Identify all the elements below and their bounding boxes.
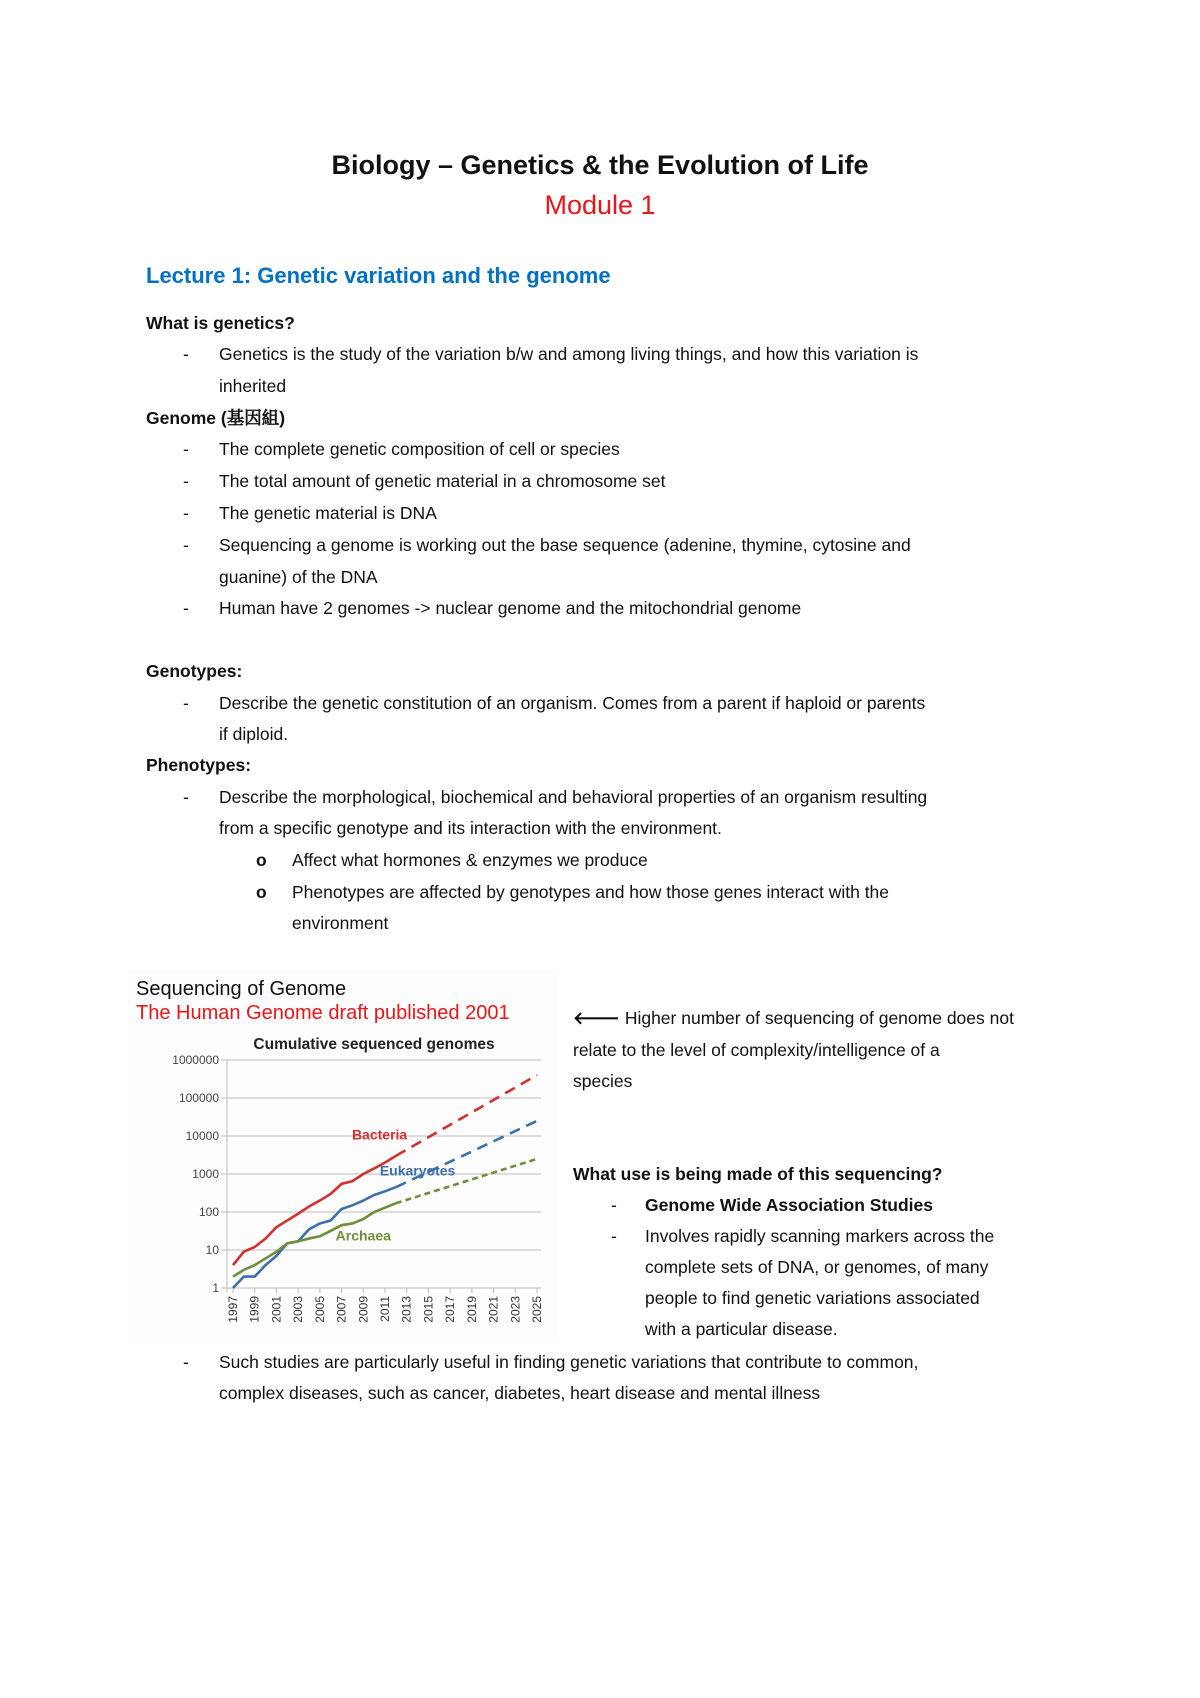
x-tick-label: 2015 (421, 1296, 436, 1323)
lecture-heading: Lecture 1: Genetic variation and the genome (146, 263, 611, 288)
bullet-dash: - (183, 439, 189, 459)
text-line: inherited (219, 376, 287, 396)
text-line: Genetics is the study of the variation b/w and among living things, and how this variation is (219, 344, 919, 364)
bullet-dash: - (611, 1195, 617, 1215)
bullet-dash: - (183, 471, 189, 491)
bullet-dash: - (183, 344, 189, 364)
text-line: people to find genetic variations associated (645, 1288, 980, 1308)
text-line: Genome Wide Association Studies (645, 1195, 933, 1215)
x-tick-label: 1997 (226, 1296, 240, 1323)
x-tick-label: 2019 (464, 1296, 479, 1323)
text-line: Describe the genetic constitution of an organism. Comes from a parent if haploid or parents (219, 693, 926, 713)
x-tick-label: 2003 (291, 1296, 306, 1323)
bullet-dash: - (183, 787, 189, 807)
bullet-dash: - (183, 503, 189, 523)
y-tick-label: 100 (198, 1205, 219, 1219)
text-line: Such studies are particularly useful in finding genetic variations that contribute to common, (219, 1352, 919, 1372)
text-line (573, 1007, 1014, 1029)
bullet-dash: - (183, 598, 189, 618)
x-tick-label: 2007 (334, 1296, 349, 1323)
bullet-sub: o (256, 882, 267, 902)
text-line: The genetic material is DNA (219, 503, 437, 523)
document-title: Biology – Genetics & the Evolution of Life (331, 150, 869, 180)
series-label-bacteria: Bacteria (351, 1126, 408, 1143)
y-tick-label: 1000 (192, 1167, 219, 1181)
text-line: from a specific genotype and its interaction with the environment. (219, 818, 722, 838)
text-line: complex diseases, such as cancer, diabetes, heart disease and mental illness (219, 1383, 821, 1403)
module-label: Module 1 (544, 190, 656, 220)
note-text: Higher number of sequencing of genome does not (624, 1008, 1014, 1028)
series-projection-bacteria (396, 1075, 537, 1156)
text-line: Involves rapidly scanning markers across the (645, 1226, 995, 1246)
series-label-eukaryotes: Eukaryotes (379, 1162, 456, 1179)
heading-genotypes: Genotypes: (146, 661, 243, 681)
x-tick-label: 2005 (312, 1296, 327, 1323)
chart-title: Cumulative sequenced genomes (253, 1036, 495, 1053)
left-arrow-icon: 🡐 (573, 1008, 620, 1028)
heading-phenotypes: Phenotypes: (146, 755, 252, 775)
x-tick-label: 2009 (356, 1296, 371, 1323)
x-tick-label: 2013 (399, 1296, 414, 1323)
series-label-archaea: Archaea (335, 1227, 391, 1244)
heading-what-is-genetics: What is genetics? (146, 313, 295, 333)
x-tick-label: 2017 (443, 1296, 458, 1323)
x-tick-label: 2023 (508, 1296, 523, 1323)
text-line: Sequencing a genome is working out the base sequence (adenine, thymine, cytosine and (219, 535, 911, 555)
chart-slide-title: Sequencing of Genome (136, 978, 347, 1000)
text-line: Describe the morphological, biochemical and behavioral properties of an organism resulting (219, 787, 928, 807)
text-line: environment (292, 913, 389, 933)
text-line: guanine) of the DNA (219, 567, 378, 587)
genome-sequencing-chart (128, 970, 558, 1340)
y-tick-label: 10000 (185, 1129, 219, 1143)
text-line: complete sets of DNA, or genomes, of many (645, 1257, 989, 1277)
y-tick-label: 1000000 (172, 1053, 219, 1067)
x-tick-label: 2001 (269, 1296, 284, 1323)
bullet-dash: - (183, 535, 189, 555)
text-line: Phenotypes are affected by genotypes and how those genes interact with the (292, 882, 890, 902)
x-tick-label: 2011 (378, 1296, 392, 1322)
bullet-dash: - (183, 693, 189, 713)
text-line: species (573, 1071, 633, 1091)
heading-genome: Genome (基因組) (146, 408, 286, 428)
chart-slide-subtitle: The Human Genome draft published 2001 (136, 1002, 510, 1024)
bullet-dash: - (611, 1226, 617, 1246)
text-line: Affect what hormones & enzymes we produce (292, 850, 648, 870)
text-line: relate to the level of complexity/intelligence of a (573, 1040, 940, 1060)
text-line: The total amount of genetic material in a chromosome set (219, 471, 666, 491)
text-line: Human have 2 genomes -> nuclear genome and the mitochondrial genome (219, 598, 802, 618)
text-line: The complete genetic composition of cell or species (219, 439, 620, 459)
y-tick-label: 1 (212, 1281, 219, 1295)
x-tick-label: 2021 (486, 1296, 501, 1323)
text-line: with a particular disease. (645, 1319, 838, 1339)
bullet-dash: - (183, 1352, 189, 1372)
x-tick-label: 1999 (247, 1296, 262, 1323)
y-tick-label: 100000 (178, 1091, 219, 1105)
y-tick-label: 10 (205, 1243, 219, 1257)
text-line: if diploid. (219, 724, 289, 744)
bullet-sub: o (256, 850, 267, 870)
heading-sequencing-use: What use is being made of this sequencing? (573, 1164, 943, 1184)
series-line-bacteria (233, 1156, 396, 1265)
x-tick-label: 2025 (530, 1296, 544, 1323)
